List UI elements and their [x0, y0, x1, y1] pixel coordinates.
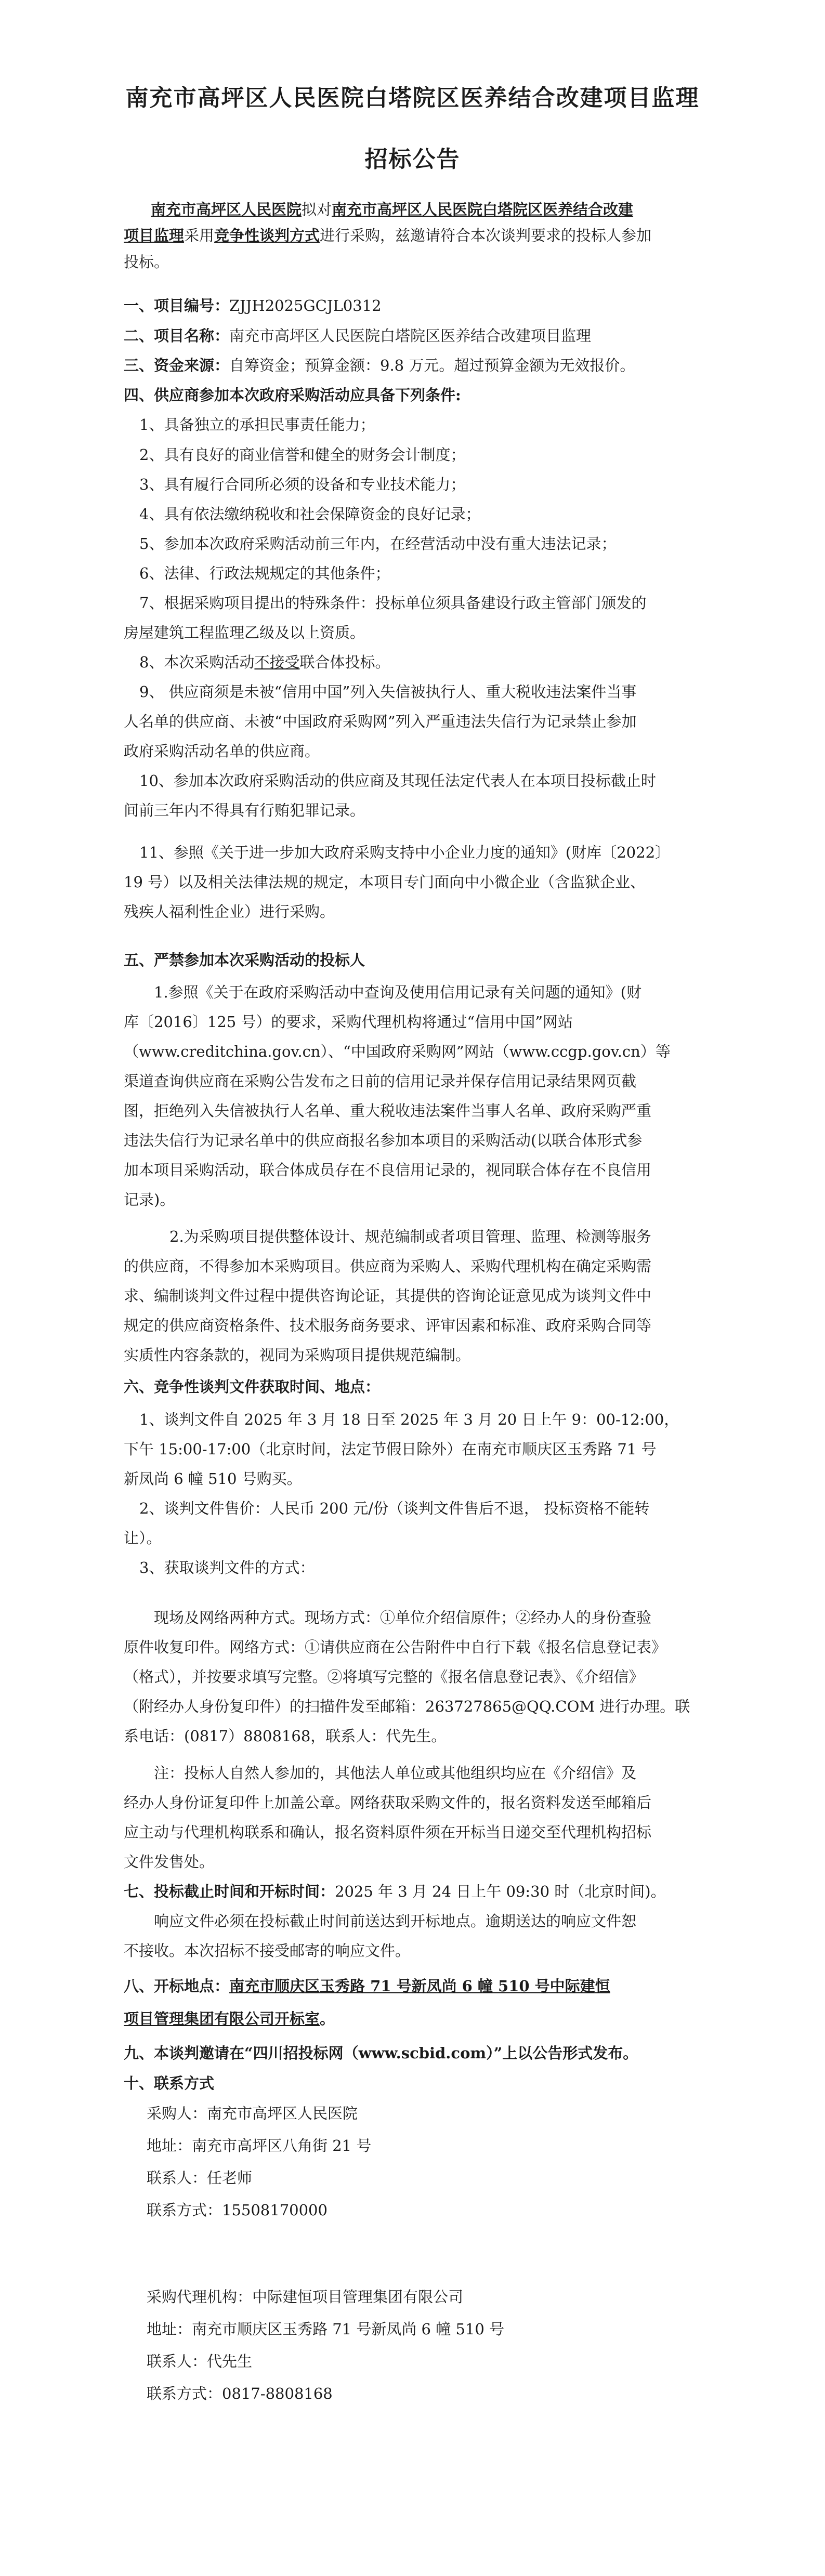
condition-9: 9、 供应商须是未被“信用中国”列入失信被执行人、重大税收违法案件当事 [139, 683, 637, 701]
condition-1: 1、具备独立的承担民事责任能力； [139, 416, 375, 433]
restriction-1-line-3: （www.creditchina.gov.cn）、“中国政府采购网”网站（www.ccgp.gov.cn）等 [124, 1043, 671, 1060]
restriction-1-line-2: 库〔2016〕125 号）的要求，采购代理机构将通过“信用中国”网站 [124, 1013, 573, 1031]
agency-name: 采购代理机构：中际建恒项目管理集团有限公司 [147, 2288, 464, 2306]
buyer-contact: 联系人：任老师 [147, 2169, 253, 2187]
doc-price-line-2: 让）。 [124, 1529, 162, 1547]
announcement-subtitle: 招标公告 [364, 146, 461, 173]
project-name: 二、项目名称：南充市高坪区人民医院白塔院区医养结合改建项目监理 [124, 327, 592, 345]
restriction-1-line-6: 违法失信行为记录名单中的供应商报名参加本项目的采购活动(以联合体形式参 [124, 1132, 643, 1149]
section-10-heading: 十、联系方式 [124, 2074, 215, 2092]
deadline-line-3: 不接收。本次招标不接受邮寄的响应文件。 [124, 1942, 411, 1960]
condition-11: 11、参照《关于进一步加大政府采购支持中小企业力度的通知》(财库〔2022〕 [139, 844, 671, 861]
intro-line-3: 投标。 [124, 253, 169, 271]
agency-address: 地址：南充市顺庆区玉秀路 71 号新凤尚 6 幢 510 号 [147, 2320, 505, 2338]
intro-line-1: 南充市高坪区人民医院拟对南充市高坪区人民医院白塔院区医养结合改建 [151, 201, 634, 218]
deadline: 七、投标截止时间和开标时间：2025 年 3 月 24 日上午 09:30 时（北京时间)。 [124, 1883, 666, 1900]
restriction-2-line-2: 的供应商，不得参加本采购项目。供应商为采购人、采购代理机构在确定采购需 [124, 1257, 652, 1275]
condition-6: 6、法律、行政法规规定的其他条件； [139, 564, 390, 582]
note-line-4: 文件发售处。 [124, 1853, 215, 1871]
doc-method: 现场及网络两种方式。现场方式：①单位介绍信原件；②经办人的身份查验 [154, 1609, 652, 1626]
condition-11-cont-1: 19 号）以及相关法律法规的规定，本项目专门面向中小微企业（含监狱企业、 [124, 873, 646, 891]
publication-notice: 九、本谈判邀请在“四川招投标网（www.scbid.com）”上以公告形式发布。 [124, 2044, 638, 2062]
doc-time-line-2: 下午 15:00-17:00（北京时间，法定节假日除外）在南充市顺庆区玉秀路 71 号 [124, 1440, 657, 1458]
doc-method-heading: 3、获取谈判文件的方式： [139, 1559, 315, 1576]
doc-time: 1、谈判文件自 2025 年 3 月 18 日至 2025 年 3 月 20 日上午 9：00-12:00， [139, 1411, 679, 1428]
doc-method-line-4: （附经办人身份复印件）的扫描件发至邮箱：263727865@QQ.COM 进行办理。联 [124, 1698, 690, 1715]
condition-9-cont-1: 人名单的供应商、未被“中国政府采购网”列入严重违法失信行为记录禁止参加 [124, 713, 637, 730]
restriction-1-line-4: 渠道查询供应商在采购公告发布之日前的信用记录并保存信用记录结果网页截 [124, 1072, 637, 1090]
restriction-2-line-4: 规定的供应商资格条件、技术服务商务要求、评审因素和标准、政府采购合同等 [124, 1317, 652, 1334]
condition-7: 7、根据采购项目提出的特殊条件：投标单位须具备建设行政主管部门颁发的 [139, 594, 647, 612]
restriction-2-line-3: 求、编制谈判文件过程中提供咨询论证，其提供的咨询论证意见成为谈判文件中 [124, 1287, 652, 1305]
doc-method-line-3: （格式），并按要求填写完整。②将填写完整的《报名信息登记表》、《介绍信》 [124, 1668, 644, 1686]
doc-price: 2、谈判文件售价：人民币 200 元/份（谈判文件售后不退， 投标资格不能转 [139, 1500, 650, 1517]
restriction-1-line-7: 加本项目采购活动，联合体成员存在不良信用记录的，视同联合体存在不良信用 [124, 1161, 652, 1179]
condition-10-cont: 间前三年内不得具有行贿犯罪记录。 [124, 801, 365, 819]
announcement-title: 南充市高坪区人民医院白塔院区医养结合改建项目监理 [125, 85, 700, 111]
buyer-address: 地址：南充市高坪区八角街 21 号 [147, 2137, 372, 2154]
note-line-2: 经办人身份证复印件上加盖公章。网络获取采购文件的，报名资料发送至邮箱后 [124, 1794, 652, 1811]
condition-10: 10、参加本次政府采购活动的供应商及其现任法定代表人在本项目投标截止时 [139, 772, 656, 790]
condition-2: 2、具有良好的商业信誉和健全的财务会计制度； [139, 446, 466, 464]
doc-method-line-5: 系电话：(0817）8808168，联系人：代先生。 [124, 1727, 447, 1745]
opening-location: 八、开标地点：南充市顺庆区玉秀路 71 号新凤尚 6 幢 510 号中际建恒 [124, 1977, 610, 1995]
condition-9-cont-2: 政府采购活动名单的供应商。 [124, 742, 320, 760]
agency-contact: 联系人：代先生 [147, 2352, 253, 2370]
intro-project-name: 南充市高坪区人民医院白塔院区医养结合改建 [332, 201, 634, 218]
restriction-1: 1.参照《关于在政府采购活动中查询及使用信用记录有关问题的通知》(财 [154, 983, 641, 1001]
opening-location-line-2: 项目管理集团有限公司开标室。 [124, 2010, 335, 2028]
buyer-phone: 联系方式：15508170000 [147, 2201, 328, 2219]
section-6-heading: 六、竞争性谈判文件获取时间、地点： [124, 1378, 381, 1396]
procurement-method: 竞争性谈判方式 [214, 227, 320, 244]
condition-4: 4、具有依法缴纳税收和社会保障资金的良好记录； [139, 505, 481, 523]
fund-source: 三、资金来源：自筹资金；预算金额：9.8 万元。超过预算金额为无效报价。 [124, 357, 635, 374]
note-line-3: 应主动与代理机构联系和确认，报名资料原件须在开标当日递交至代理机构招标 [124, 1823, 652, 1841]
restriction-2: 2.为采购项目提供整体设计、规范编制或者项目管理、监理、检测等服务 [169, 1228, 651, 1245]
restriction-1-line-8: 记录)。 [124, 1191, 175, 1208]
condition-8: 8、本次采购活动不接受联合体投标。 [139, 653, 390, 671]
condition-3: 3、具有履行合同所必须的设备和专业技术能力； [139, 476, 466, 493]
intro-line-2: 项目监理采用竞争性谈判方式进行采购，兹邀请符合本次谈判要求的投标人参加 [124, 227, 652, 244]
section-5-heading: 五、严禁参加本次采购活动的投标人 [124, 951, 365, 969]
condition-5: 5、参加本次政府采购活动前三年内，在经营活动中没有重大违法记录； [139, 535, 617, 553]
condition-7-cont: 房屋建筑工程监理乙级及以上资质。 [124, 624, 365, 641]
restriction-1-line-5: 图，拒绝列入失信被执行人名单、重大税收违法案件当事人名单、政府采购严重 [124, 1102, 652, 1120]
restriction-2-line-5: 实质性内容条款的，视同为采购项目提供规范编制。 [124, 1346, 471, 1364]
doc-time-line-3: 新凤尚 6 幢 510 号购买。 [124, 1470, 302, 1488]
section-4-heading: 四、供应商参加本次政府采购活动应具备下列条件: [124, 386, 461, 404]
condition-11-cont-2: 残疾人福利性企业）进行采购。 [124, 903, 335, 921]
note: 注：投标人自然人参加的，其他法人单位或其他组织均应在《介绍信》及 [154, 1764, 637, 1782]
agency-phone: 联系方式：0817-8808168 [147, 2385, 333, 2402]
buyer-name: 采购人：南充市高坪区人民医院 [147, 2105, 358, 2122]
project-number: 一、项目编号：ZJJH2025GCJL0312 [124, 297, 382, 314]
doc-method-line-2: 原件收复印件。网络方式：①请供应商在公告附件中自行下载《报名信息登记表》 [124, 1638, 667, 1656]
deadline-line-2: 响应文件必须在投标截止时间前送达到开标地点。逾期送达的响应文件恕 [154, 1912, 637, 1930]
intro-buyer-name: 南充市高坪区人民医院 [151, 201, 302, 218]
